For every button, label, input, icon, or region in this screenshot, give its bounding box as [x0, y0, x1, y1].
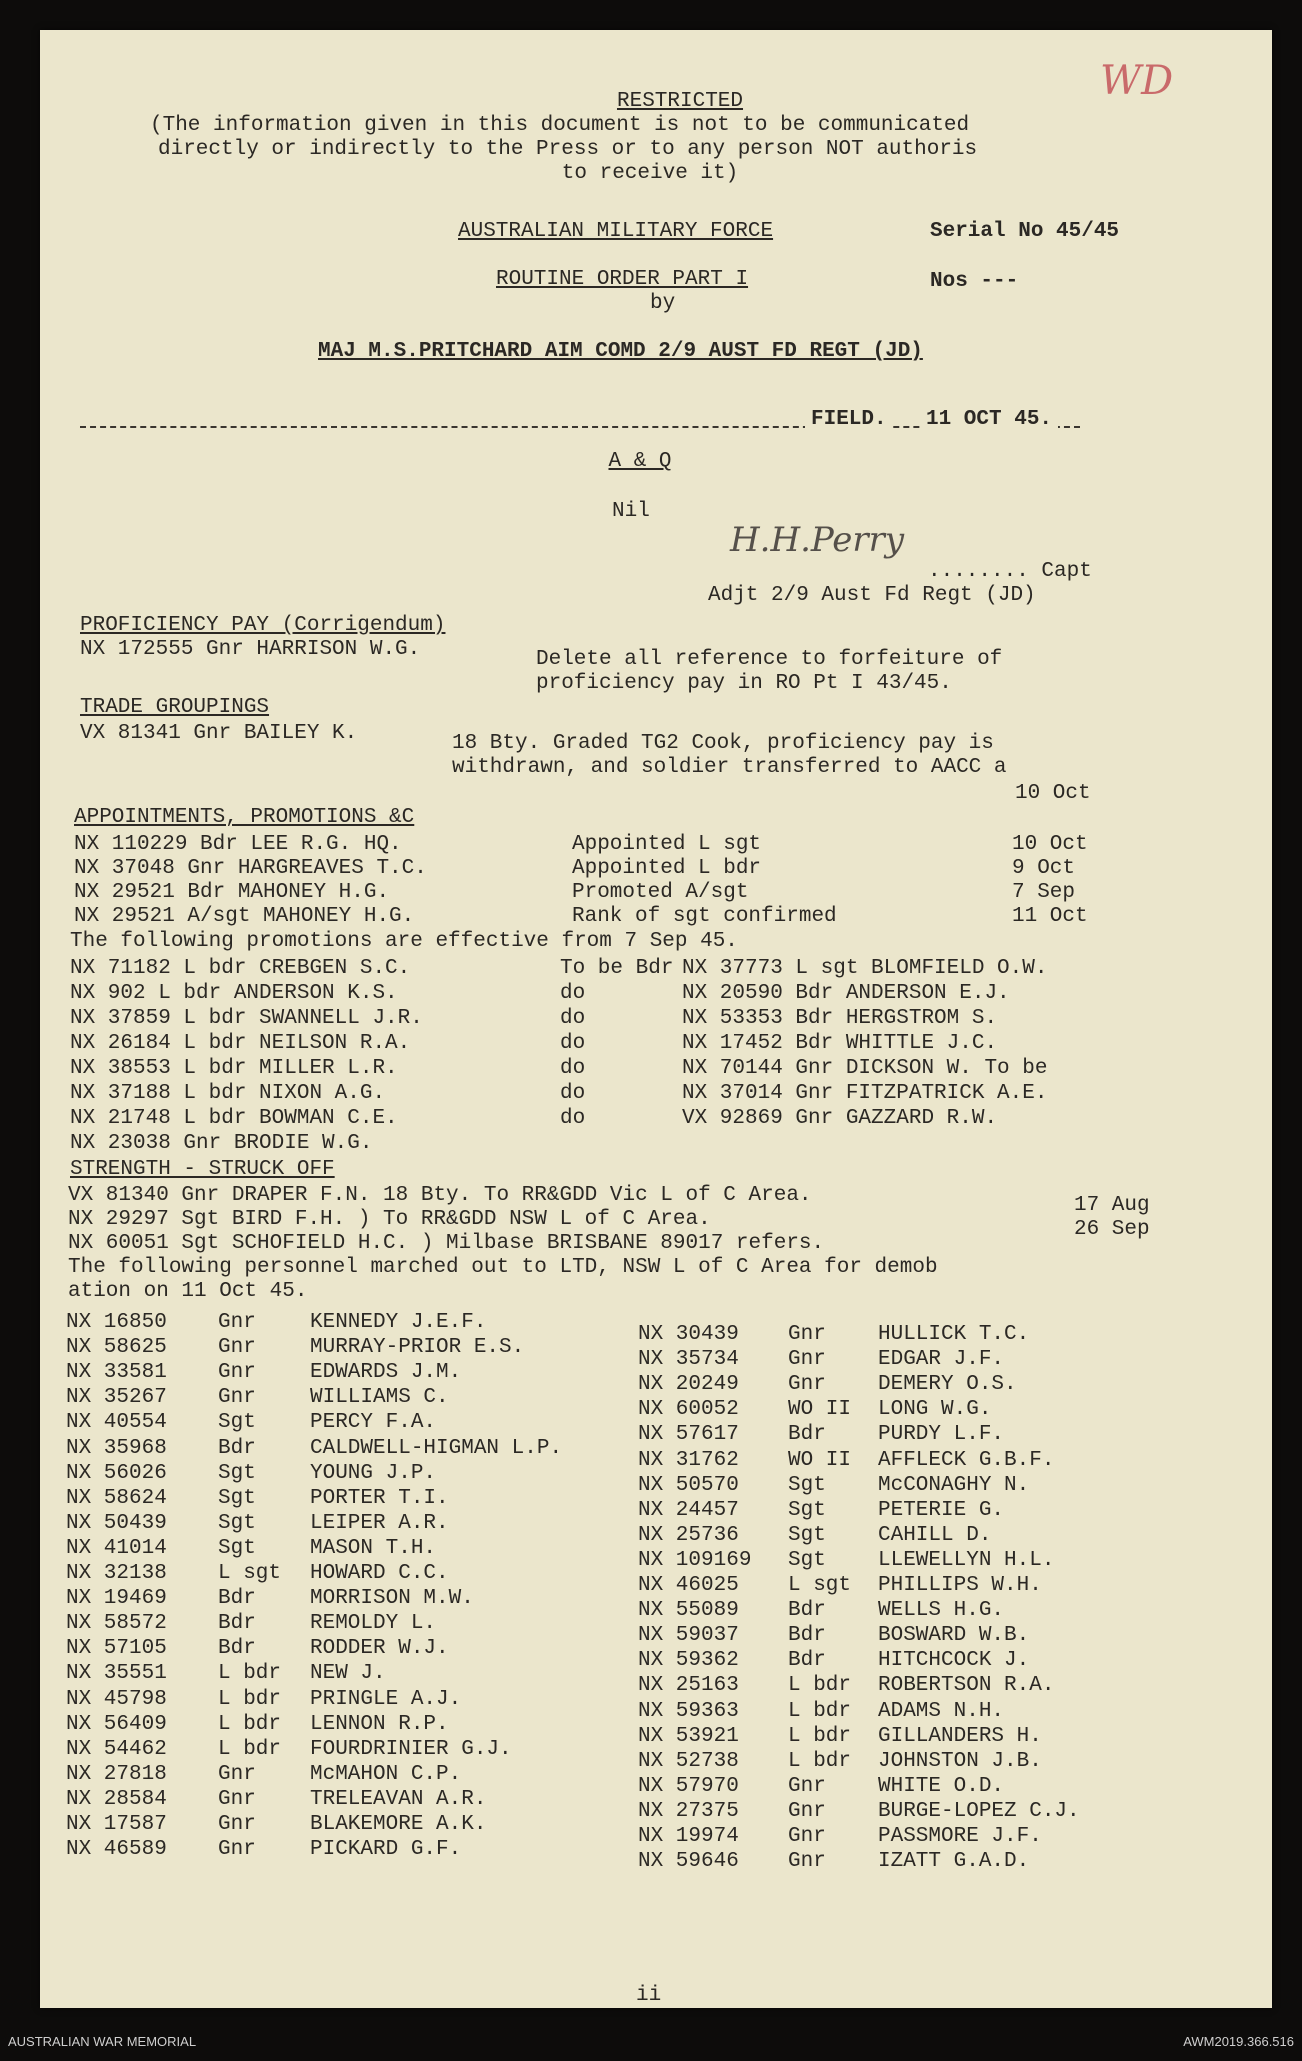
notice-line-2: directly or indirectly to the Press or to any person NOT authoris: [158, 138, 978, 161]
rank: Sgt: [218, 1511, 256, 1535]
appointment-member: NX 29521 Bdr MAHONEY H.G.: [74, 881, 390, 904]
appointment-date: 7 Sep: [1012, 881, 1076, 904]
proficiency-text-2: proficiency pay in RO Pt I 43/45.: [536, 672, 952, 695]
appointment-member: NX 110229 Bdr LEE R.G. HQ.: [74, 833, 402, 856]
promotion-member-second: NX 53353 Bdr HERGSTROM S.: [682, 1007, 998, 1030]
rank: L bdr: [218, 1737, 282, 1761]
strength-date-1: 17 Aug: [1074, 1194, 1150, 1217]
rank: Gnr: [788, 1774, 826, 1798]
nil-label: Nil: [612, 500, 650, 523]
promotion-action: To be Bdr: [560, 957, 674, 980]
rank: Sgt: [218, 1461, 256, 1485]
member-name: PHILLIPS W.H.: [878, 1574, 1042, 1597]
promotion-member: NX 38553 L bdr MILLER L.R.: [70, 1057, 398, 1080]
rank: Gnr: [788, 1799, 826, 1823]
promotion-member-second: NX 20590 Bdr ANDERSON E.J.: [682, 982, 1010, 1005]
rank: L bdr: [788, 1699, 852, 1723]
rank: Sgt: [788, 1548, 826, 1572]
member-name: McCONAGHY N.: [878, 1473, 1030, 1497]
rank: L bdr: [218, 1687, 282, 1711]
rank: Gnr: [218, 1762, 256, 1786]
margin-note: WD: [1100, 58, 1174, 104]
rank: Gnr: [218, 1838, 256, 1862]
footer-archive: AUSTRALIAN WAR MEMORIAL: [8, 2034, 197, 2049]
promotion-action: do: [560, 1107, 586, 1130]
member-name: KENNEDY J.E.F.: [310, 1311, 487, 1334]
member-name: NEW J.: [310, 1662, 386, 1686]
strength-date-2: 26 Sep: [1074, 1218, 1150, 1241]
appointment-date: 11 Oct: [1012, 905, 1088, 928]
promotion-member: NX 902 L bdr ANDERSON K.S.: [70, 982, 398, 1005]
member-name: RODDER W.J.: [310, 1637, 449, 1661]
rank: L bdr: [788, 1749, 852, 1773]
service-number: NX 35551: [66, 1662, 167, 1686]
promotion-action: do: [560, 1007, 586, 1030]
member-name: EDGAR J.F.: [878, 1348, 1005, 1372]
member-name: MURRAY-PRIOR E.S.: [310, 1336, 525, 1360]
appointment-action: Appointed L sgt: [572, 833, 762, 856]
notice-line-3: to receive it): [561, 162, 739, 185]
strength-line-2: NX 29297 Sgt BIRD F.H. ) To RR&GDD NSW L of C Area.: [68, 1208, 711, 1231]
member-name: BOSWARD W.B.: [878, 1624, 1030, 1648]
member-name: DEMERY O.S.: [878, 1373, 1017, 1397]
member-name: TRELEAVAN A.R.: [310, 1787, 487, 1811]
member-name: PURDY L.F.: [878, 1423, 1005, 1447]
member-name: MORRISON M.W.: [310, 1587, 474, 1611]
member-name: PRINGLE A.J.: [310, 1687, 462, 1711]
commander-line: MAJ M.S.PRITCHARD AIM COMD 2/9 AUST FD REGT (JD): [318, 340, 923, 363]
strength-heading: STRENGTH - STRUCK OFF: [70, 1158, 335, 1181]
order-nos: Nos ---: [930, 270, 1019, 293]
document-page: [40, 30, 1272, 2008]
promotion-member: NX 26184 L bdr NEILSON R.A.: [70, 1032, 411, 1055]
member-name: CALDWELL-HIGMAN L.P.: [310, 1436, 563, 1460]
service-number: NX 20249: [638, 1373, 739, 1397]
promotion-member-second: VX 92869 Gnr GAZZARD R.W.: [682, 1107, 998, 1130]
appointment-action: Appointed L bdr: [572, 857, 762, 880]
rank: Gnr: [218, 1336, 256, 1360]
rank: Sgt: [218, 1536, 256, 1560]
member-name: PERCY F.A.: [310, 1411, 437, 1435]
member-name: WILLIAMS C.: [310, 1386, 449, 1410]
adjt-line: Adjt 2/9 Aust Fd Regt (JD): [708, 584, 1036, 607]
member-name: YOUNG J.P.: [310, 1461, 437, 1485]
rank: Bdr: [788, 1423, 826, 1447]
service-number: NX 59362: [638, 1649, 739, 1673]
rank: Bdr: [218, 1612, 256, 1636]
member-name: HITCHCOCK J.: [878, 1649, 1030, 1673]
member-name: AFFLECK G.B.F.: [878, 1448, 1055, 1472]
rank: Gnr: [218, 1386, 256, 1410]
promotion-member: NX 21748 L bdr BOWMAN C.E.: [70, 1107, 398, 1130]
proficiency-text-1: Delete all reference to forfeiture of: [536, 648, 1003, 671]
member-name: ADAMS N.H.: [878, 1699, 1005, 1723]
strength-line-4: The following personnel marched out to LTD, NSW L of C Area for demob: [68, 1256, 938, 1279]
restricted-heading: RESTRICTED: [616, 90, 744, 113]
rank: Gnr: [788, 1850, 826, 1874]
service-number: NX 50570: [638, 1473, 739, 1497]
promotion-member-second: NX 37773 L sgt BLOMFIELD O.W.: [682, 957, 1048, 980]
service-number: NX 32138: [66, 1562, 167, 1585]
service-number: NX 24457: [638, 1498, 739, 1522]
member-name: HULLICK T.C.: [878, 1323, 1030, 1346]
service-number: NX 27818: [66, 1762, 167, 1786]
appointment-member: NX 29521 A/sgt MAHONEY H.G.: [74, 905, 415, 928]
rank: L bdr: [788, 1674, 852, 1698]
service-number: NX 60052: [638, 1398, 739, 1422]
rank: L sgt: [788, 1574, 852, 1597]
service-number: NX 54462: [66, 1737, 167, 1761]
service-number: NX 55089: [638, 1599, 739, 1623]
service-number: NX 35968: [66, 1436, 167, 1460]
proficiency-entry: NX 172555 Gnr HARRISON W.G.: [80, 638, 421, 661]
service-number: NX 27375: [638, 1799, 739, 1823]
service-number: NX 33581: [66, 1361, 167, 1385]
member-name: PORTER T.I.: [310, 1486, 449, 1510]
service-number: NX 57105: [66, 1637, 167, 1661]
rank: WO II: [788, 1448, 852, 1472]
service-number: NX 19974: [638, 1825, 739, 1848]
strength-line-5: ation on 11 Oct 45.: [68, 1280, 308, 1303]
member-name: WHITE O.D.: [878, 1774, 1005, 1798]
rank: Gnr: [218, 1787, 256, 1811]
force-title: AUSTRALIAN MILITARY FORCE: [458, 220, 774, 243]
promotion-member-second: NX 70144 Gnr DICKSON W. To be: [682, 1057, 1048, 1080]
rank: L bdr: [218, 1712, 282, 1736]
appointments-heading: APPOINTMENTS, PROMOTIONS &C: [74, 806, 415, 829]
rank: Gnr: [218, 1311, 256, 1334]
member-name: IZATT G.A.D.: [878, 1850, 1030, 1874]
order-date: 11 OCT 45.: [920, 408, 1058, 432]
service-number: NX 19469: [66, 1587, 167, 1611]
service-number: NX 57970: [638, 1774, 739, 1798]
trade-entry: VX 81341 Gnr BAILEY K.: [80, 722, 358, 745]
service-number: NX 59363: [638, 1699, 739, 1723]
service-number: NX 52738: [638, 1749, 739, 1773]
strength-line-3: NX 60051 Sgt SCHOFIELD H.C. ) Milbase BRISBANE 89017 refers.: [68, 1232, 825, 1255]
rank: L bdr: [788, 1724, 852, 1748]
rank: Gnr: [788, 1348, 826, 1372]
member-name: PETERIE G.: [878, 1498, 1005, 1522]
service-number: NX 109169: [638, 1548, 752, 1572]
appointment-date: 9 Oct: [1012, 857, 1076, 880]
service-number: NX 35267: [66, 1386, 167, 1410]
rank: Sgt: [788, 1498, 826, 1522]
rank: Gnr: [788, 1373, 826, 1397]
promotion-action: do: [560, 1032, 586, 1055]
promotion-action: do: [560, 1082, 586, 1105]
promotion-action: do: [560, 982, 586, 1005]
order-title: ROUTINE ORDER PART I: [496, 268, 749, 291]
appointment-member: NX 37048 Gnr HARGREAVES T.C.: [74, 857, 427, 880]
service-number: NX 45798: [66, 1687, 167, 1711]
member-name: McMAHON C.P.: [310, 1762, 462, 1786]
rank: Bdr: [788, 1624, 826, 1648]
signature: H.H.Perry: [730, 520, 905, 560]
rank: Bdr: [788, 1599, 826, 1623]
service-number: NX 58572: [66, 1612, 167, 1636]
rank: Sgt: [788, 1473, 826, 1497]
trade-date: 10 Oct: [1015, 782, 1091, 805]
member-name: GILLANDERS H.: [878, 1724, 1042, 1748]
member-name: LLEWELLYN H.L.: [878, 1548, 1055, 1572]
service-number: NX 35734: [638, 1348, 739, 1372]
by-label: by: [650, 292, 676, 315]
service-number: NX 56409: [66, 1712, 167, 1736]
member-name: BURGE-LOPEZ C.J.: [878, 1799, 1080, 1823]
member-name: FOURDRINIER G.J.: [310, 1737, 512, 1761]
service-number: NX 58624: [66, 1486, 167, 1510]
promotion-member-second: NX 37014 Gnr FITZPATRICK A.E.: [682, 1082, 1048, 1105]
member-name: EDWARDS J.M.: [310, 1361, 462, 1385]
service-number: NX 57617: [638, 1423, 739, 1447]
member-name: LONG W.G.: [878, 1398, 992, 1422]
rank: Sgt: [218, 1411, 256, 1435]
rank: L sgt: [218, 1562, 282, 1585]
promotion-member: NX 37859 L bdr SWANNELL J.R.: [70, 1007, 423, 1030]
member-name: HOWARD C.C.: [310, 1562, 449, 1585]
rank: L bdr: [218, 1662, 282, 1686]
strength-line-1: VX 81340 Gnr DRAPER F.N. 18 Bty. To RR&GDD Vic L of C Area.: [68, 1184, 812, 1207]
rank: Sgt: [218, 1486, 256, 1510]
member-name: LENNON R.P.: [310, 1712, 449, 1736]
service-number: NX 30439: [638, 1323, 739, 1346]
member-name: PICKARD G.F.: [310, 1838, 462, 1862]
promotion-action: do: [560, 1057, 586, 1080]
member-name: MASON T.H.: [310, 1536, 437, 1560]
service-number: NX 17587: [66, 1813, 167, 1836]
service-number: NX 40554: [66, 1411, 167, 1435]
service-number: NX 31762: [638, 1448, 739, 1472]
member-name: ROBERTSON R.A.: [878, 1674, 1055, 1698]
trade-heading: TRADE GROUPINGS: [80, 696, 270, 719]
rank: Gnr: [788, 1323, 826, 1346]
rank: Gnr: [788, 1825, 826, 1848]
appointment-action: Rank of sgt confirmed: [572, 905, 837, 928]
rank: Gnr: [218, 1361, 256, 1385]
promotion-member-second: NX 17452 Bdr WHITTLE J.C.: [682, 1032, 998, 1055]
service-number: NX 46025: [638, 1574, 739, 1597]
rank: WO II: [788, 1398, 852, 1422]
service-number: NX 58625: [66, 1336, 167, 1360]
field-label: FIELD.: [805, 408, 893, 432]
appointment-date: 10 Oct: [1012, 833, 1088, 856]
service-number: NX 28584: [66, 1787, 167, 1811]
proficiency-heading: PROFICIENCY PAY (Corrigendum): [80, 614, 446, 637]
member-name: PASSMORE J.F.: [878, 1825, 1042, 1848]
capt-line: ........ Capt: [928, 560, 1092, 583]
service-number: NX 59037: [638, 1624, 739, 1648]
service-number: NX 41014: [66, 1536, 167, 1560]
rank: Bdr: [788, 1649, 826, 1673]
page-mark: ii: [636, 1984, 662, 2007]
service-number: NX 59646: [638, 1850, 739, 1874]
promotion-member: NX 71182 L bdr CREBGEN S.C.: [70, 957, 411, 980]
section-heading: A & Q: [608, 450, 672, 473]
service-number: NX 56026: [66, 1461, 167, 1485]
member-name: REMOLDY L.: [310, 1612, 437, 1636]
member-name: LEIPER A.R.: [310, 1511, 449, 1535]
rank: Sgt: [788, 1523, 826, 1547]
service-number: NX 50439: [66, 1511, 167, 1535]
promotions-intro: The following promotions are effective from 7 Sep 45.: [70, 930, 738, 953]
trade-text-1: 18 Bty. Graded TG2 Cook, proficiency pay is: [452, 732, 994, 755]
service-number: NX 25163: [638, 1674, 739, 1698]
rank: Bdr: [218, 1587, 256, 1611]
notice-line-1: (The information given in this document is not to be communicated: [150, 114, 970, 137]
member-name: CAHILL D.: [878, 1523, 992, 1547]
member-name: JOHNSTON J.B.: [878, 1749, 1042, 1773]
serial-number: Serial No 45/45: [930, 220, 1120, 243]
promotion-member: NX 37188 L bdr NIXON A.G.: [70, 1082, 386, 1105]
service-number: NX 53921: [638, 1724, 739, 1748]
service-number: NX 46589: [66, 1838, 167, 1862]
promotion-member: NX 23038 Gnr BRODIE W.G.: [70, 1132, 373, 1155]
service-number: NX 25736: [638, 1523, 739, 1547]
trade-text-2: withdrawn, and soldier transferred to AACC a: [452, 756, 1007, 779]
appointment-action: Promoted A/sgt: [572, 881, 749, 904]
rank: Bdr: [218, 1637, 256, 1661]
member-name: BLAKEMORE A.K.: [310, 1813, 487, 1836]
rank: Gnr: [218, 1813, 256, 1836]
service-number: NX 16850: [66, 1311, 167, 1334]
member-name: WELLS H.G.: [878, 1599, 1005, 1623]
footer-reference: AWM2019.366.516: [1183, 2034, 1294, 2049]
rank: Bdr: [218, 1436, 256, 1460]
